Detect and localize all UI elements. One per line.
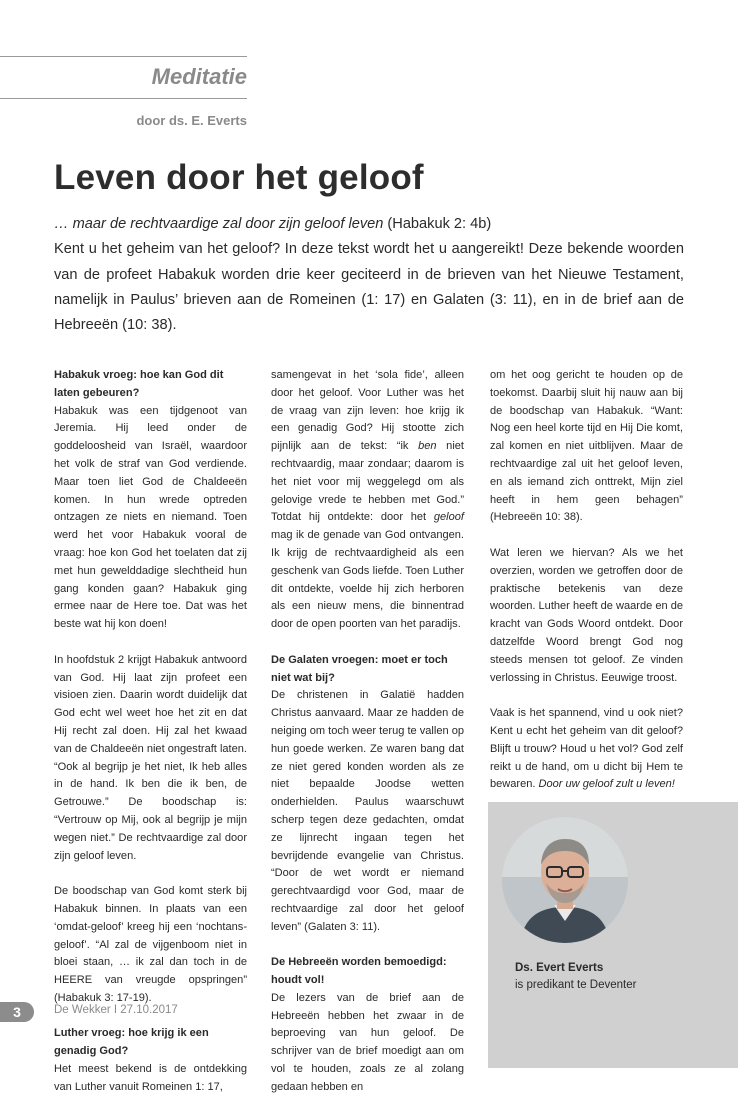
intro-quote-line bbox=[54, 212, 684, 237]
paragraph: Habakuk was een tijdgenoot van Jeremia. Hij leed onder de goddeloosheid van Israël, waardoor het volk de straf van God verdiende. Maar toen liet God de Chaldeeën komen. In hun wrede optreden ontzagen ze niets en niemand. Toen werd het voor Habakuk vooral de vraag: hoe kon God het toelaten dat zij met hun gewelddadige slechtheid hun gang konden gaan? Habakuk ging ermee naar de Here toe. Dat was het beste wat hij kon doen! bbox=[54, 404, 247, 631]
article-intro bbox=[54, 212, 684, 338]
author-byline: door ds. E. Everts bbox=[136, 113, 247, 128]
subheading-habakuk: Habakuk vroeg: hoe kan God dit laten gebeuren? bbox=[54, 369, 224, 399]
intro-quote: … maar de rechtvaardige zal door zijn geloof leven bbox=[54, 216, 384, 232]
paragraph: om het oog gericht te houden op de toekomst. Daarbij sluit hij nauw aan bij de boodschap van Habakuk. “Want: Nog een heel korte tijd en Hij Die komt, zal komen en niet uitblijven. Maar de rechtvaardige zal uit het geloof leven, en als iemand zich onttrekt, Mijn ziel heeft in hem geen behagen” (Hebreeën 10: 38). bbox=[490, 369, 683, 524]
paragraph: De boodschap van God komt sterk bij Habakuk binnen. In plaats van een ‘omdat-geloof’ kreeg hij een ‘nochtans-geloof’. “Al zal de vijgenboom niet in bloei staan, … ik zal dan toch in de HEERE van vreugde opspringen” (Habakuk 3: 17-19). bbox=[54, 885, 247, 1004]
header-rule-bottom bbox=[0, 98, 247, 99]
intro-reference: (Habakuk 2: 4b) bbox=[383, 216, 492, 232]
page-number: 3 bbox=[0, 1002, 34, 1022]
text-column-1 bbox=[54, 367, 247, 1097]
subheading-luther: Luther vroeg: hoe krijg ik een genadig God? bbox=[54, 1027, 209, 1058]
emphasis: geloof bbox=[433, 511, 464, 524]
author-role: is predikant te Deventer bbox=[515, 979, 637, 991]
paragraph: Het meest bekend is de ontdekking van Luther vanuit Romeinen 1: 17, bbox=[54, 1063, 247, 1093]
intro-text: Kent u het geheim van het geloof? In deze tekst wordt het u aangereikt! Deze bekende woorden van de profeet Habakuk worden drie keer geciteerd in de brieven van het Nieuwe Testament, namelijk in Paulus’ brieven aan de Romeinen (1: 17) en Galaten (3: 11), en in de brief aan de Hebreeën (10: 38). bbox=[54, 241, 684, 334]
subheading-galaten: De Galaten vroegen: moet er toch niet wat bij? bbox=[271, 653, 448, 684]
emphasis: ben bbox=[418, 440, 437, 453]
footer-publication: De Wekker I 27.10.2017 bbox=[54, 1004, 178, 1016]
subheading-hebreeen: De Hebreeën worden bemoedigd: houdt vol! bbox=[271, 956, 447, 987]
author-name: Ds. Evert Everts bbox=[515, 962, 604, 974]
paragraph: Wat leren we hiervan? Als we het overzien, worden we getroffen door de praktische betekenis van deze woorden. Luther heeft de waarde en de kracht van Gods Woord ontdekt. Door datzelfde Woord brengt God nog steeds mensen tot geloof. Ze vinden verlossing in Christus. Eeuwige troost. bbox=[490, 546, 683, 684]
paragraph: Vaak is het spannend, vind u ook niet? Kent u echt het geheim van dit geloof? Blijft u trouw? Houd u het vol? God zelf reikt u de hand, om u dicht bij Hem te bewaren. Door uw geloof zult u leven! bbox=[490, 707, 683, 791]
portrait-illustration bbox=[502, 817, 628, 943]
text-column-3 bbox=[490, 367, 683, 794]
paragraph: In hoofdstuk 2 krijgt Habakuk antwoord van God. Hij laat zijn profeet een visioen zien. Daarin wordt duidelijk dat God echt wel weet hoe het zit en dat Hij recht zal doen. Hij zal het kwaad van de Chaldeeën niet ongestraft laten. “Ook al begrijp je het niet, Ik heb alles in de hand. Ik ben die ik ben, de Getrouwe.” De boodschap is: “Vertrouw op Mij, ook al begrijp je mijn wegen niet.” De rechtvaardige zal door zijn geloof leven. bbox=[54, 653, 247, 862]
article-title: Leven door het geloof bbox=[54, 158, 424, 197]
author-photo bbox=[502, 817, 628, 943]
header-rule-top bbox=[0, 56, 247, 57]
paragraph: samengevat in het ‘sola fide’, alleen door het geloof. Voor Luther was het de vraag van zijn leven: hoe krijg ik een genadig God? Hij stootte zich pijnlijk aan de tekst: “ik ben niet rechtvaardig, maar zondaar; daarom is het niet voor mij weggelegd om als gelovige vrede te hebben met God.” Totdat hij ontdekte: door het geloof mag ik de genade van God ontvangen. Ik krijg de rechtvaardigheid als een geschenk van Gods liefde. Toen Luther dit ontdekte, voelde hij zich herboren als een nieuw mens, die binnentrad door de open poorten van het paradijs. bbox=[271, 369, 464, 631]
paragraph: De lezers van de brief aan de Hebreeën hebben het zwaar in de beproeving van hun geloof. De schrijver van de brief moedigt aan om vol te houden, zoals ze al zolang gedaan hebben en bbox=[271, 991, 464, 1093]
section-label: Meditatie bbox=[151, 64, 247, 89]
closing-emphasis: Door uw geloof zult u leven! bbox=[538, 778, 675, 791]
paragraph: De christenen in Galatië hadden Christus aanvaard. Maar ze hadden de neiging om toch weer terug te vallen op hun goede werken. Ze waren bang dat ze niet gered konden worden als ze niet bepaalde Joodse wetten onderhielden. Paulus waarschuwt scherp tegen deze gedachten, omdat ze lijnrecht ingaan tegen het bevrijdende evangelie van Christus. “Door de wet wordt er niemand gerechtvaardigd voor God, maar de rechtvaardige zal door het geloof leven” (Galaten 3: 11). bbox=[271, 689, 464, 933]
text-column-2 bbox=[271, 367, 464, 1097]
